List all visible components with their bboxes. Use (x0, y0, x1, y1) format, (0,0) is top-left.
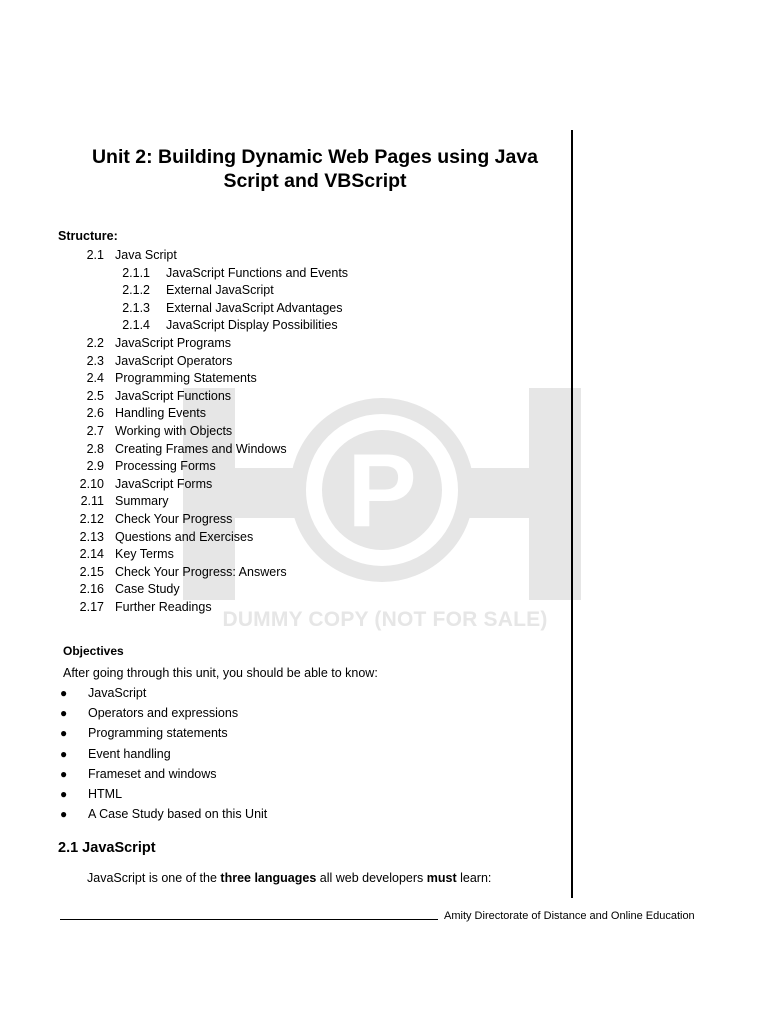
structure-item-label: JavaScript Forms (115, 476, 213, 491)
paragraph-bold: must (426, 871, 457, 885)
structure-item-number: 2.2 (86, 336, 104, 350)
objective-label: A Case Study based on this Unit (88, 807, 268, 822)
structure-item-number: 2.5 (86, 388, 104, 403)
structure-item-label: JavaScript Operators (115, 353, 233, 368)
structure-item-number: 2.14 (79, 547, 104, 562)
structure-item-label: External JavaScript Advantages (166, 300, 343, 315)
structure-item-number: 2.3 (86, 353, 104, 368)
page-title: Unit 2: Building Dynamic Web Pages using Java Script and VBScript (91, 146, 539, 192)
bullet-icon: ● (60, 726, 68, 741)
structure-item-number: 2.11 (80, 494, 104, 509)
paragraph-text: learn: (456, 871, 492, 885)
bullet-icon: ● (60, 746, 68, 761)
structure-item-number: 2.16 (79, 582, 104, 597)
structure-item-label: Check Your Progress (115, 512, 233, 526)
structure-item-number: 2.1.1 (122, 265, 150, 280)
objective-label: Operators and expressions (88, 706, 239, 721)
structure-item-number: 2.10 (79, 476, 104, 491)
bullet-icon: ● (60, 766, 68, 781)
structure-item-label: Processing Forms (115, 459, 216, 474)
structure-item-number: 2.1.3 (122, 300, 150, 315)
bullet-icon: ● (60, 787, 68, 801)
structure-item-label: JavaScript Functions and Events (166, 265, 349, 280)
structure-item-label: JavaScript Display Possibilities (166, 318, 338, 333)
paragraph-text: all web developers (316, 871, 427, 885)
structure-item-number: 2.4 (86, 371, 104, 386)
structure-item-number: 2.12 (79, 512, 104, 526)
paragraph-text: JavaScript is one of the (87, 871, 221, 885)
structure-item-number: 2.8 (86, 441, 104, 456)
structure-item-label: Working with Objects (115, 424, 233, 438)
structure-item-label: JavaScript Programs (115, 336, 232, 350)
watermark-text: DUMMY COPY (NOT FOR SALE) (222, 608, 548, 631)
objectives-intro: After going through this unit, you should be able to know: (63, 666, 378, 680)
structure-label: Structure: (58, 229, 118, 243)
structure-item-label: External JavaScript (166, 283, 274, 298)
structure-item-number: 2.15 (79, 564, 104, 579)
watermark-letter: P (347, 433, 417, 549)
structure-item-label: Further Readings (115, 600, 212, 614)
objective-label: Programming statements (88, 726, 228, 741)
bullet-icon: ● (60, 686, 68, 700)
structure-item-number: 2.17 (79, 600, 104, 614)
footer-rule (60, 919, 438, 920)
structure-item-number: 2.13 (79, 529, 104, 544)
margin-rule (571, 130, 573, 898)
structure-item-label: Check Your Progress: Answers (115, 564, 287, 579)
structure-item-number: 2.7 (86, 424, 104, 438)
structure-item-label: Handling Events (115, 406, 207, 421)
objective-label: HTML (88, 787, 123, 801)
structure-item-label: Case Study (115, 582, 180, 597)
structure-item-label: Key Terms (115, 547, 174, 562)
structure-item-number: 2.1.2 (122, 283, 150, 298)
structure-item-number: 2.1 (86, 248, 104, 262)
structure-item-number: 2.9 (86, 459, 104, 474)
section-heading: 2.1 JavaScript (58, 840, 156, 856)
objective-label: Frameset and windows (88, 766, 217, 781)
structure-item-number: 2.1.4 (122, 318, 150, 333)
footer-text: Amity Directorate of Distance and Online Education (444, 910, 695, 922)
structure-item-label: Creating Frames and Windows (115, 441, 287, 456)
structure-item-label: Programming Statements (115, 371, 257, 386)
paragraph-bold: three languages (220, 871, 317, 885)
structure-item-label: Questions and Exercises (115, 529, 254, 544)
structure-item-label: JavaScript Functions (115, 388, 232, 403)
objective-label: JavaScript (88, 686, 147, 700)
objective-label: Event handling (88, 746, 171, 761)
structure-item-label: Java Script (115, 248, 177, 262)
structure-item-number: 2.6 (86, 406, 104, 421)
body-paragraph (87, 871, 491, 885)
objectives-heading: Objectives (63, 644, 124, 658)
structure-item-label: Summary (115, 494, 169, 509)
bullet-icon: ● (60, 807, 68, 822)
bullet-icon: ● (60, 706, 68, 721)
